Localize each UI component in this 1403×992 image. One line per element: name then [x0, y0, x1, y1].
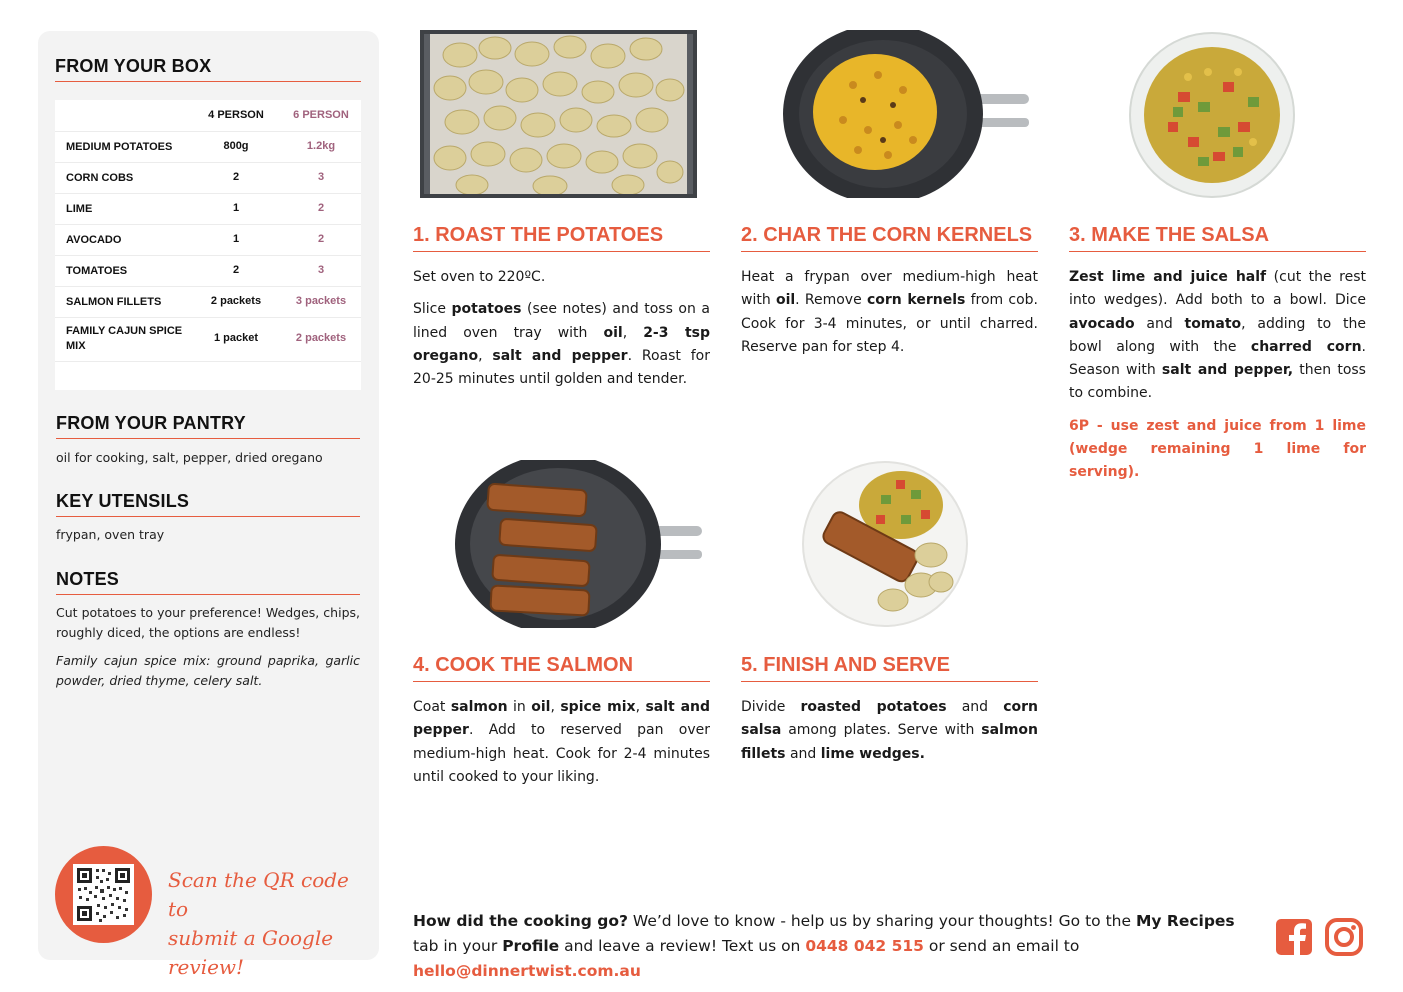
- qr-review-text: [168, 866, 368, 982]
- ingredient-4p: 1: [232, 233, 240, 245]
- footer-feedback: How did the cooking go? We’d love to know - help us by sharing your thoughts! Go to the My Recipes tab in your Profile and leave a review! Text us on 0448 042 515 or send an email to hello@dinnertwist.com.au: [413, 912, 1235, 980]
- ingredient-6p: 2 packets: [295, 332, 347, 344]
- ingredient-6p: 3: [317, 171, 325, 183]
- qr-badge[interactable]: [55, 846, 152, 943]
- step-1-title: 1. ROAST THE POTATOES: [413, 224, 710, 252]
- ingredient-name: FAMILY CAJUN SPICE MIX: [66, 325, 183, 352]
- table-row: [55, 162, 361, 194]
- ingredient-4p: 2 packets: [210, 295, 262, 307]
- ingredient-6p: 3 packets: [295, 295, 347, 307]
- instagram-icon[interactable]: [1325, 918, 1363, 956]
- col-6-person: 6 PERSON: [293, 109, 349, 121]
- step-1-text-1: Set oven to 220ºC.: [413, 269, 546, 285]
- table-row: [55, 317, 361, 362]
- ingredient-name: TOMATOES: [66, 265, 128, 277]
- ingredient-6p: 3: [317, 264, 325, 276]
- notes-spice-mix: Family cajun spice mix: ground paprika, garlic powder, dried thyme, celery salt.: [56, 653, 360, 688]
- step-4-title: 4. COOK THE SALMON: [413, 654, 710, 682]
- step-4-body: [413, 696, 710, 798]
- step-1-text-2: Slice potatoes (see notes) and toss on a lined oven tray with oil, 2-3 tsp oregano, salt and pepper. Roast for 20-25 minutes until golden and tender.: [413, 301, 710, 388]
- step-3-text: Zest lime and juice half (cut the rest into wedges). Add both to a bowl. Dice avocado and tomato, adding to the bowl along with the charred corn. Season with salt and pepper, then toss to combine.: [1069, 269, 1366, 402]
- ingredient-name: CORN COBS: [66, 172, 134, 184]
- table-row: [55, 286, 361, 318]
- from-your-box-heading: FROM YOUR BOX: [55, 56, 361, 82]
- ingredient-name: SALMON FILLETS: [66, 296, 162, 308]
- table-row: [55, 131, 361, 163]
- table-header-row: [55, 100, 361, 132]
- ingredient-4p: 800g: [223, 140, 249, 152]
- notes-heading: NOTES: [56, 569, 360, 595]
- ingredient-6p: 1.2kg: [306, 140, 336, 152]
- ingredient-name: LIME: [66, 203, 93, 215]
- utensils-text: frypan, oven tray: [56, 527, 165, 542]
- pantry-text: oil for cooking, salt, pepper, dried oregano: [56, 450, 323, 465]
- step-3-image: [1128, 32, 1296, 198]
- step-3-six-person-note: 6P - use zest and juice from 1 lime (wedge remaining 1 lime for serving).: [1069, 417, 1366, 481]
- step-1-body: [413, 266, 710, 400]
- ingredient-6p: 2: [317, 202, 325, 214]
- ingredient-4p: 2: [232, 264, 240, 276]
- from-your-pantry-heading: FROM YOUR PANTRY: [56, 413, 360, 439]
- table-row: [55, 224, 361, 256]
- qr-code-icon: [73, 864, 134, 925]
- table-row: [55, 193, 361, 225]
- key-utensils-heading: KEY UTENSILS: [56, 491, 360, 517]
- facebook-icon[interactable]: [1276, 919, 1312, 955]
- qr-text-line-2: submit a Google review!: [168, 926, 334, 979]
- ingredients-table: [55, 100, 361, 390]
- table-row: [55, 255, 361, 287]
- step-1-image: [420, 30, 697, 198]
- step-2-body: [741, 266, 1038, 368]
- email-link[interactable]: hello@dinnertwist.com.au: [413, 962, 641, 980]
- step-4-image: [455, 460, 702, 628]
- step-5-body: [741, 696, 1038, 775]
- ingredient-4p: 1: [232, 202, 240, 214]
- col-4-person: 4 PERSON: [208, 109, 264, 121]
- ingredient-4p: 2: [232, 171, 240, 183]
- step-2-image: [783, 30, 1029, 198]
- ingredient-name: AVOCADO: [66, 234, 122, 246]
- step-5-image: [801, 460, 969, 628]
- sidebar: [38, 31, 379, 960]
- step-2-text: Heat a frypan over medium-high heat with oil. Remove corn kernels from cob. Cook for 3-4 minutes, or until charred. Reserve pan for step 4.: [741, 269, 1038, 355]
- step-2-title: 2. CHAR THE CORN KERNELS: [741, 224, 1038, 252]
- phone-link[interactable]: 0448 042 515: [805, 937, 924, 955]
- step-4-text: Coat salmon in oil, spice mix, salt and pepper. Add to reserved pan over medium-high heat. Cook for 2-4 minutes until cooked to your liking.: [413, 699, 711, 785]
- step-3-title: 3. MAKE THE SALSA: [1069, 224, 1366, 252]
- notes-text: Cut potatoes to your preference! Wedges, chips, roughly diced, the options are endless!: [56, 605, 360, 640]
- step-3-body: [1069, 266, 1366, 494]
- qr-text-line-1: Scan the QR code to: [168, 868, 349, 921]
- ingredient-4p: 1 packet: [213, 332, 259, 344]
- ingredient-name: MEDIUM POTATOES: [66, 141, 173, 153]
- step-5-title: 5. FINISH AND SERVE: [741, 654, 1038, 682]
- ingredient-6p: 2: [317, 233, 325, 245]
- step-5-text: Divide roasted potatoes and corn salsa among plates. Serve with salmon fillets and lime wedges.: [741, 699, 1038, 762]
